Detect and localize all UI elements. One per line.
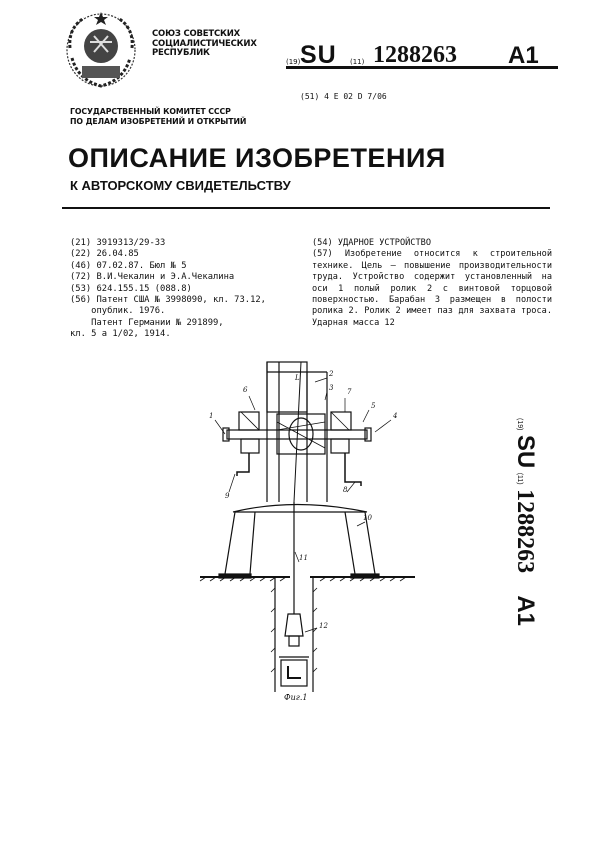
biblio-line: (21) 3919313/29-33 (70, 238, 166, 248)
code-19: (19) (286, 58, 301, 66)
code-11: (11) (350, 58, 365, 66)
union-line: РЕСПУБЛИК (152, 48, 210, 58)
figure-label: 5 (371, 402, 376, 410)
side-country: SU (512, 434, 539, 469)
ipc-classification: (51) 4 E 02 D 7/06 (300, 92, 387, 101)
abstract-title: (54) УДАРНОЕ УСТРОЙСТВО (312, 238, 431, 248)
figure-label: 3 (329, 384, 334, 392)
figure-label: 8 (343, 486, 348, 494)
technical-drawing (195, 352, 555, 712)
ussr-emblem-icon (60, 8, 142, 90)
biblio-line: (72) В.И.Чекалин и Э.А.Чекалина (70, 272, 235, 283)
side-code-19: (19) (516, 418, 523, 431)
figure-label: 2 (329, 370, 334, 378)
figure-label: 12 (319, 622, 328, 630)
biblio-line: (56) Патент США № 3998090, кл. 73.12, (70, 295, 266, 306)
figure-label: 9 (225, 492, 230, 500)
abstract (312, 238, 552, 329)
kind-code: A1 (508, 42, 539, 69)
figure-caption: Фиг.1 (284, 693, 308, 702)
biblio-line: опублик. 1976. (70, 306, 166, 317)
patent-number: 1288263 (373, 42, 457, 68)
biblio-line: кл. 5 а 1/02, 1914. (70, 329, 171, 340)
country-code: SU (300, 41, 337, 69)
figure-label: 6 (243, 386, 248, 394)
biblio-line: (46) 07.02.87. Бюл № 5 (70, 260, 187, 271)
committee-line: ГОСУДАРСТВЕННЫЙ КОМИТЕТ СССР (70, 107, 231, 116)
committee-line: ПО ДЕЛАМ ИЗОБРЕТЕНИЙ И ОТКРЫТИЙ (70, 117, 247, 126)
side-patent-number: 1288263 (512, 489, 538, 574)
union-name (152, 30, 257, 59)
title-rule (62, 207, 550, 209)
union-line: СОЦИАЛИСТИЧЕСКИХ (152, 38, 257, 49)
side-kind: A1 (512, 595, 539, 627)
figure-label: 1 (209, 412, 214, 420)
biblio-line: (22) 26.04.85 (70, 249, 139, 260)
abstract-body: (57) Изобретение относится к строительной технике. Цель – повышение производительности труда. Устройство содержит установленный на оси 1 полый ролик 2 с винтовой торцовой поверхностью. Барабан 3 размещен в полости ролика 2. Ролик 2 имеет паз для захвата троса. Ударная масса 12 (312, 249, 552, 328)
biblio-line: (53) 624.155.15 (088.8) (70, 283, 192, 294)
union-line: СОЮЗ СОВЕТСКИХ (152, 29, 241, 39)
side-code-11: (11) (516, 472, 523, 485)
figure-label: 10 (363, 514, 372, 522)
figure-label: 4 (393, 412, 398, 420)
document-title: ОПИСАНИЕ ИЗОБРЕТЕНИЯ (68, 143, 446, 173)
bibliographic-data (70, 238, 266, 341)
document-subtitle: К АВТОРСКОМУ СВИДЕТЕЛЬСТВУ (70, 178, 291, 193)
committee-name (70, 107, 246, 127)
figure-label: 11 (299, 554, 308, 562)
figure-label: L (295, 374, 300, 382)
figure-label: 7 (347, 388, 352, 396)
biblio-line: Патент Германии № 291899, (70, 317, 224, 328)
